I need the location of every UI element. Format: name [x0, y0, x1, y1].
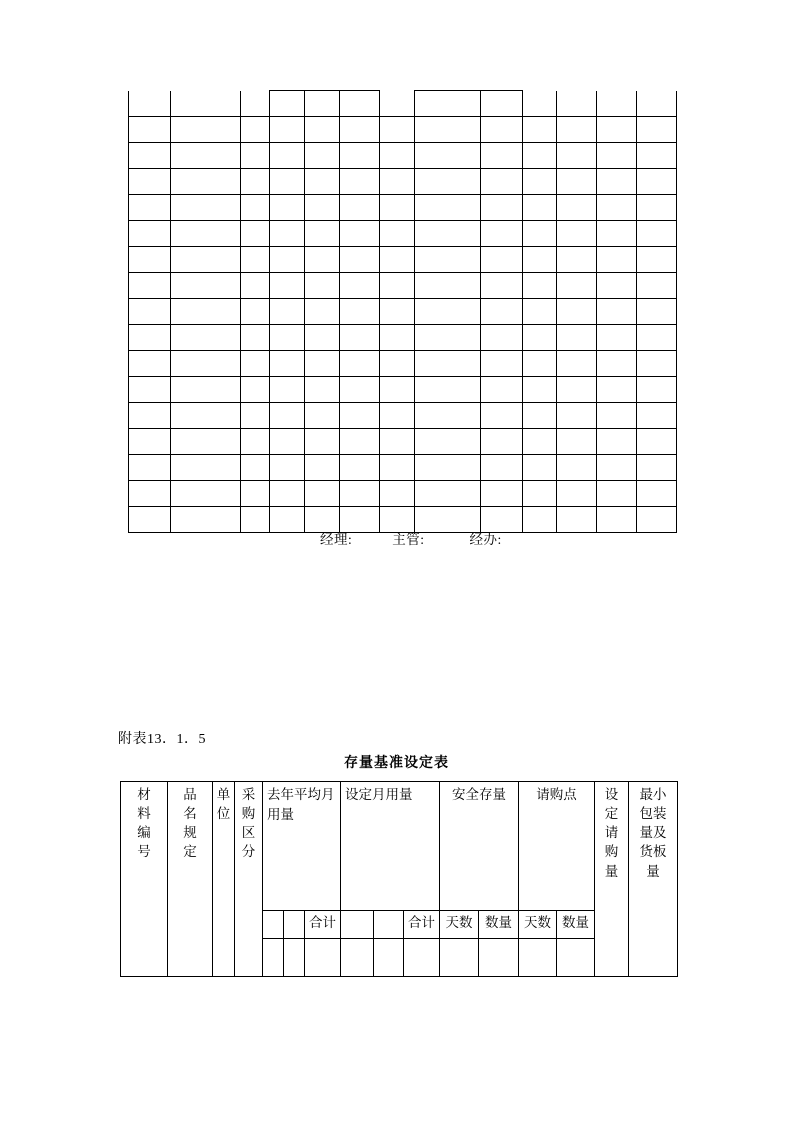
- table-cell: [129, 221, 171, 247]
- table-cell: [481, 325, 523, 351]
- table-cell: [637, 117, 677, 143]
- table-cell: [340, 273, 380, 299]
- header-set-monthly-usage-label: 设定月用量: [345, 787, 413, 802]
- table-row: [129, 273, 677, 299]
- table-cell: [241, 403, 270, 429]
- table-cell: [241, 247, 270, 273]
- table-cell: [270, 91, 305, 117]
- table-cell: [305, 299, 340, 325]
- table-cell: [637, 247, 677, 273]
- table-cell: [415, 429, 481, 455]
- subheader-days-b: [519, 911, 557, 939]
- table-cell: [415, 299, 481, 325]
- supervisor-signature-label: 主管:: [392, 532, 425, 547]
- table-cell: [637, 195, 677, 221]
- table-cell: [557, 455, 597, 481]
- table-cell: [597, 247, 637, 273]
- table-cell: [481, 429, 523, 455]
- table-cell: [171, 429, 241, 455]
- table-cell: [557, 351, 597, 377]
- table-cell: [523, 299, 557, 325]
- table-cell: [637, 221, 677, 247]
- table-cell: [171, 403, 241, 429]
- table-cell: [557, 939, 595, 977]
- subheader-total-b: [404, 911, 440, 939]
- table-cell: [597, 221, 637, 247]
- table-cell: [481, 403, 523, 429]
- table-row: [129, 117, 677, 143]
- subheader-blank-2: [284, 911, 305, 939]
- table-cell: [270, 377, 305, 403]
- header-last-year-avg-monthly-label: 去年平均月用量: [267, 787, 335, 822]
- top-blank-form-table: [128, 90, 677, 533]
- subheader-blank-4: [374, 911, 404, 939]
- table-cell: [241, 429, 270, 455]
- table-cell: [171, 273, 241, 299]
- table-cell: [171, 169, 241, 195]
- table-cell: [481, 273, 523, 299]
- table-cell: [241, 351, 270, 377]
- table-cell: [305, 143, 340, 169]
- table-cell: [305, 195, 340, 221]
- table-cell: [129, 481, 171, 507]
- table-cell: [305, 169, 340, 195]
- table-row: [129, 143, 677, 169]
- table-cell: [380, 481, 415, 507]
- table-cell: [597, 351, 637, 377]
- table-cell: [129, 299, 171, 325]
- header-min-pack-pallet-qty-label: 最小包装量及货板量: [639, 787, 667, 879]
- table-cell: [241, 91, 270, 117]
- table-cell: [637, 455, 677, 481]
- table-cell: [380, 247, 415, 273]
- table-cell: [305, 403, 340, 429]
- table-cell: [241, 195, 270, 221]
- table-cell: [557, 273, 597, 299]
- subheader-qty-b: [557, 911, 595, 939]
- table-cell: [523, 169, 557, 195]
- table-cell: [129, 455, 171, 481]
- header-last-year-avg-monthly: [263, 782, 341, 911]
- table-cell: [637, 143, 677, 169]
- header-purchase-class-label: 采购区分: [241, 787, 256, 860]
- table-cell: [270, 273, 305, 299]
- table-cell: [171, 299, 241, 325]
- table-cell: [340, 429, 380, 455]
- table-cell: [241, 117, 270, 143]
- table-cell: [380, 91, 415, 117]
- table-cell: [340, 117, 380, 143]
- subheader-qty-a: [479, 911, 519, 939]
- table-row: [129, 403, 677, 429]
- table-cell: [340, 351, 380, 377]
- table-cell: [340, 403, 380, 429]
- table-cell: [637, 325, 677, 351]
- table-cell: [519, 939, 557, 977]
- table-cell: [557, 429, 597, 455]
- table-cell: [523, 403, 557, 429]
- table-cell: [481, 195, 523, 221]
- table-cell: [270, 455, 305, 481]
- table-cell: [481, 117, 523, 143]
- table-cell: [481, 351, 523, 377]
- table-cell: [637, 169, 677, 195]
- table-cell: [557, 169, 597, 195]
- header-reorder-point-label: 请购点: [536, 787, 577, 802]
- table-cell: [241, 325, 270, 351]
- header-item-name-spec-label: 品名规定: [183, 787, 197, 860]
- table-cell: [241, 299, 270, 325]
- table-cell: [270, 351, 305, 377]
- header-purchase-class: [235, 782, 263, 977]
- table-row: [129, 351, 677, 377]
- table-cell: [380, 195, 415, 221]
- table-cell: [380, 273, 415, 299]
- table-cell: [305, 221, 340, 247]
- table-cell: [270, 429, 305, 455]
- table-cell: [523, 221, 557, 247]
- subheader-blank-3-label: [341, 911, 373, 915]
- table-cell: [597, 325, 637, 351]
- table-cell: [171, 143, 241, 169]
- table-cell: [523, 143, 557, 169]
- header-set-monthly-usage: [341, 782, 440, 911]
- table-cell: [557, 91, 597, 117]
- table-cell: [637, 299, 677, 325]
- table-cell: [557, 247, 597, 273]
- table-cell: [415, 273, 481, 299]
- signature-line: [128, 528, 676, 548]
- table-cell: [415, 377, 481, 403]
- table-cell: [380, 403, 415, 429]
- table-cell: [557, 299, 597, 325]
- subheader-qty-b-label: 数量: [562, 915, 589, 930]
- subheader-total-a: [305, 911, 341, 939]
- table-cell: [340, 195, 380, 221]
- table-cell: [637, 91, 677, 117]
- table-cell: [129, 195, 171, 221]
- header-safety-stock: [440, 782, 519, 911]
- table-cell: [523, 325, 557, 351]
- table-cell: [557, 143, 597, 169]
- subheader-blank-1: [263, 911, 284, 939]
- subheader-total-a-label: 合计: [309, 915, 336, 930]
- table-cell: [171, 221, 241, 247]
- table-cell: [270, 299, 305, 325]
- table-cell: [597, 455, 637, 481]
- table-cell: [270, 247, 305, 273]
- table-cell: [340, 143, 380, 169]
- subheader-qty-a-label: 数量: [485, 915, 512, 930]
- table-cell: [171, 325, 241, 351]
- table-cell: [523, 247, 557, 273]
- table-cell: [129, 377, 171, 403]
- table-cell: [129, 117, 171, 143]
- table-cell: [637, 377, 677, 403]
- page-title: 存量基准设定表: [344, 756, 449, 771]
- table-row: [129, 195, 677, 221]
- table-row: [129, 247, 677, 273]
- table-cell: [340, 481, 380, 507]
- table-cell: [171, 481, 241, 507]
- table-cell: [270, 221, 305, 247]
- table-cell: [171, 247, 241, 273]
- header-safety-stock-label: 安全存量: [452, 787, 506, 802]
- header-unit: [213, 782, 235, 977]
- table-cell: [241, 169, 270, 195]
- table-cell: [415, 351, 481, 377]
- header-unit-label: 单位: [216, 787, 231, 822]
- table-cell: [481, 377, 523, 403]
- table-cell: [523, 481, 557, 507]
- table-cell: [270, 325, 305, 351]
- manager-signature-label: 经理:: [320, 532, 353, 547]
- header-material-no-label: 材料编号: [137, 787, 151, 860]
- table-row: [129, 325, 677, 351]
- table-cell: [171, 91, 241, 117]
- table-row: [129, 221, 677, 247]
- subheader-blank-3: [341, 911, 374, 939]
- table-cell: [305, 325, 340, 351]
- table-header-row: [121, 782, 678, 911]
- table-cell: [129, 403, 171, 429]
- table-cell: [479, 939, 519, 977]
- table-cell: [523, 117, 557, 143]
- table-cell: [270, 117, 305, 143]
- table-cell: [557, 377, 597, 403]
- header-set-request-qty: [595, 782, 629, 977]
- table-cell: [481, 143, 523, 169]
- table-cell: [270, 481, 305, 507]
- header-reorder-point: [519, 782, 595, 911]
- table-cell: [171, 195, 241, 221]
- table-cell: [557, 117, 597, 143]
- table-row: [129, 481, 677, 507]
- table-cell: [597, 91, 637, 117]
- table-cell: [523, 455, 557, 481]
- table-cell: [481, 247, 523, 273]
- table-cell: [340, 455, 380, 481]
- table-cell: [305, 117, 340, 143]
- subheader-total-b-label: 合计: [408, 915, 435, 930]
- table-cell: [597, 481, 637, 507]
- table-cell: [305, 247, 340, 273]
- table-cell: [129, 429, 171, 455]
- table-cell: [415, 91, 481, 117]
- table-cell: [305, 351, 340, 377]
- table-cell: [523, 377, 557, 403]
- table-cell: [415, 117, 481, 143]
- table-cell: [340, 247, 380, 273]
- table-cell: [305, 481, 340, 507]
- table-cell: [340, 221, 380, 247]
- table-cell: [171, 455, 241, 481]
- table-cell: [129, 325, 171, 351]
- table-cell: [241, 143, 270, 169]
- table-cell: [340, 169, 380, 195]
- table-cell: [374, 939, 404, 977]
- subheader-blank-1-label: [263, 911, 283, 915]
- table-cell: [380, 455, 415, 481]
- table-cell: [523, 351, 557, 377]
- table-cell: [557, 195, 597, 221]
- table-cell: [637, 273, 677, 299]
- table-cell: [523, 429, 557, 455]
- table-cell: [270, 195, 305, 221]
- table-cell: [241, 221, 270, 247]
- table-cell: [241, 273, 270, 299]
- table-cell: [129, 247, 171, 273]
- subheader-days-b-label: 天数: [524, 915, 551, 930]
- table-cell: [415, 325, 481, 351]
- table-cell: [415, 143, 481, 169]
- table-cell: [380, 429, 415, 455]
- table-cell: [415, 455, 481, 481]
- table-row: [129, 91, 677, 117]
- table-cell: [597, 377, 637, 403]
- table-cell: [597, 143, 637, 169]
- table-cell: [340, 377, 380, 403]
- table-cell: [637, 403, 677, 429]
- table-cell: [481, 169, 523, 195]
- table-cell: [597, 117, 637, 143]
- table-cell: [171, 377, 241, 403]
- table-cell: [341, 939, 374, 977]
- table-cell: [340, 91, 380, 117]
- table-cell: [481, 221, 523, 247]
- header-set-request-qty-label: 设定请购量: [604, 787, 619, 879]
- table-cell: [263, 939, 284, 977]
- subheader-days-a: [440, 911, 479, 939]
- table-cell: [241, 481, 270, 507]
- table-cell: [270, 169, 305, 195]
- table-cell: [415, 481, 481, 507]
- table-cell: [305, 939, 341, 977]
- table-cell: [340, 325, 380, 351]
- table-cell: [637, 351, 677, 377]
- table-cell: [415, 403, 481, 429]
- table-cell: [597, 299, 637, 325]
- table-cell: [284, 939, 305, 977]
- table-cell: [523, 273, 557, 299]
- header-material-no: [121, 782, 168, 977]
- table-cell: [380, 377, 415, 403]
- table-cell: [481, 299, 523, 325]
- table-row: [129, 299, 677, 325]
- table-cell: [597, 169, 637, 195]
- table-cell: [597, 403, 637, 429]
- table-cell: [270, 143, 305, 169]
- table-cell: [305, 377, 340, 403]
- stock-standard-setting-table: [120, 781, 678, 977]
- table-cell: [380, 117, 415, 143]
- table-cell: [557, 221, 597, 247]
- subheader-blank-2-label: [284, 911, 304, 915]
- table-cell: [597, 273, 637, 299]
- table-cell: [380, 299, 415, 325]
- table-cell: [129, 143, 171, 169]
- table-cell: [171, 351, 241, 377]
- figure-label: 附表13．1．5: [118, 732, 206, 747]
- subheader-days-a-label: 天数: [445, 915, 473, 930]
- table-cell: [171, 117, 241, 143]
- table-cell: [404, 939, 440, 977]
- table-cell: [440, 939, 479, 977]
- table-cell: [305, 429, 340, 455]
- table-cell: [557, 481, 597, 507]
- table-cell: [415, 247, 481, 273]
- table-cell: [523, 195, 557, 221]
- header-min-pack-pallet-qty: [629, 782, 678, 977]
- table-cell: [305, 273, 340, 299]
- table-cell: [481, 481, 523, 507]
- table-cell: [380, 169, 415, 195]
- table-row: [129, 455, 677, 481]
- table-cell: [129, 273, 171, 299]
- table-cell: [557, 325, 597, 351]
- table-cell: [305, 91, 340, 117]
- table-cell: [597, 195, 637, 221]
- table-cell: [481, 91, 523, 117]
- table-cell: [129, 351, 171, 377]
- table-row: [129, 169, 677, 195]
- table-cell: [481, 455, 523, 481]
- table-cell: [380, 143, 415, 169]
- table-cell: [129, 91, 171, 117]
- table-cell: [523, 91, 557, 117]
- table-cell: [340, 299, 380, 325]
- subheader-blank-4-label: [374, 911, 403, 915]
- table-cell: [270, 403, 305, 429]
- handler-signature-label: 经办:: [469, 532, 502, 547]
- table-row: [129, 377, 677, 403]
- table-cell: [241, 377, 270, 403]
- table-cell: [637, 481, 677, 507]
- table-cell: [380, 325, 415, 351]
- header-item-name-spec: [168, 782, 213, 977]
- table-cell: [380, 221, 415, 247]
- table-cell: [129, 169, 171, 195]
- table-row: [129, 429, 677, 455]
- table-cell: [557, 403, 597, 429]
- table-cell: [305, 455, 340, 481]
- table-cell: [597, 429, 637, 455]
- table-cell: [241, 455, 270, 481]
- table-cell: [415, 169, 481, 195]
- table-cell: [415, 195, 481, 221]
- table-cell: [415, 221, 481, 247]
- table-cell: [380, 351, 415, 377]
- table-cell: [637, 429, 677, 455]
